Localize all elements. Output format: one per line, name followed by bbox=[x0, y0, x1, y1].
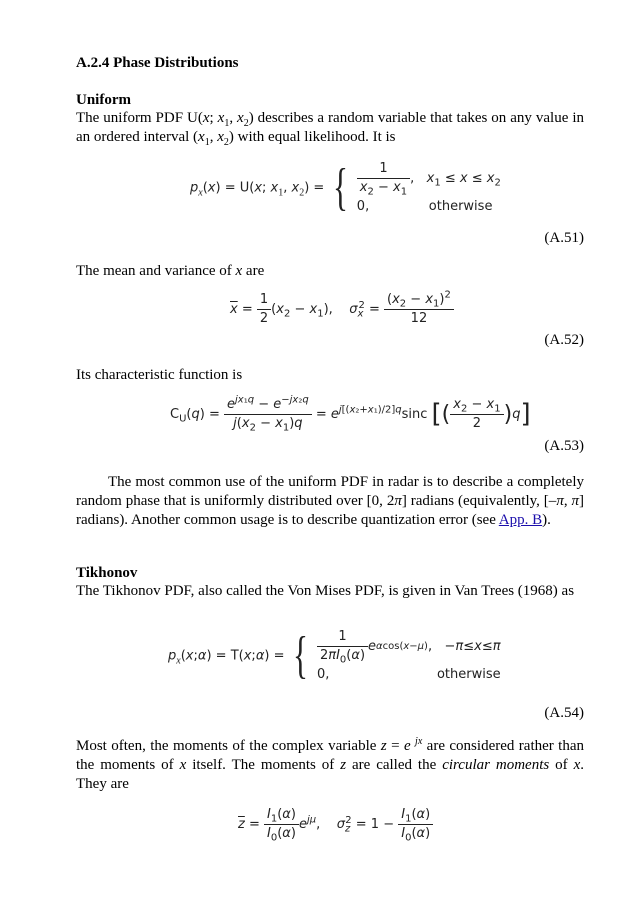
equation-a53: $C_U(q)$ = $\frac{e^{jx_1q} - e^{-jx_2q}}{j(x_2 - x_1)q}$ = $e^{j[(x_2+x_1)/2]q}\sin c$ [( $\frac{x_2 - x_1}{2}$ )q] bbox=[170, 394, 531, 434]
mean-variance-text: The mean and variance of x are bbox=[76, 263, 265, 279]
appendix-b-link[interactable]: App. B bbox=[498, 512, 543, 528]
tikhonov-heading: Tikhonov bbox=[76, 565, 138, 581]
eq-number-a53: (A.53) bbox=[544, 438, 584, 454]
equation-a51: $p_x(x) = U(x$; $x_1$, $x_2$) = { $\frac{1}{x_2 - x_1}$ , $x_1 \le x \le x_2$ 0, otherwise bbox=[190, 159, 501, 216]
uniform-heading: Uniform bbox=[76, 92, 131, 108]
equation-a52: $\overline{x}$ = $\frac{1}{2}$ $(x_2 - x_1)$, $\sigma_x^2$ = $\frac{(x_2 - x_1)^2}{12}$ bbox=[230, 291, 454, 328]
eq-number-a51: (A.51) bbox=[544, 230, 584, 246]
moments-paragraph: Most often, the moments of the complex variable z = e $^{jx}$ are considered rather than the moments of x itself. The moments of z are called the circular moments of x. They are bbox=[76, 736, 584, 792]
uniform-intro: The uniform PDF U(x; $x_1$, $x_2$) describes a random variable that takes on any value in an ordered interval ($x_1$, $x_2$) with equal likelihood. It is bbox=[76, 110, 584, 148]
section-title: A.2.4 Phase Distributions bbox=[76, 55, 239, 71]
equation-circular-moments: $\overline{z}$ = $\frac{I_1(\alpha)}{I_0(\alpha)}$ $e^{j\mu}$, $\sigma_z^2 = 1$ − $\frac{I_1(\alpha)}{I_0(\alpha)}$ bbox=[238, 806, 433, 843]
equation-a54: $p_x(x;\alpha)$ = T(x;α) = { $\frac{1}{2\pi I_0(\alpha)}$ e αcos(x−μ) , − π ≤ x ≤ π 0, otherwise bbox=[168, 627, 501, 684]
char-function-text: Its characteristic function is bbox=[76, 367, 243, 383]
uniform-usage-paragraph: The most common use of the uniform PDF in radar is to describe a completely random phase that is uniformly distributed over [0, 2π] radians (equivalently, [–π, π] radians). Another common usage is to describe quantization error (see App. B). bbox=[76, 474, 585, 528]
eq-number-a54: (A.54) bbox=[544, 705, 584, 721]
eq-number-a52: (A.52) bbox=[544, 332, 584, 348]
tikhonov-intro: The Tikhonov PDF, also called the Von Mises PDF, is given in Van Trees (1968) as bbox=[76, 583, 575, 599]
